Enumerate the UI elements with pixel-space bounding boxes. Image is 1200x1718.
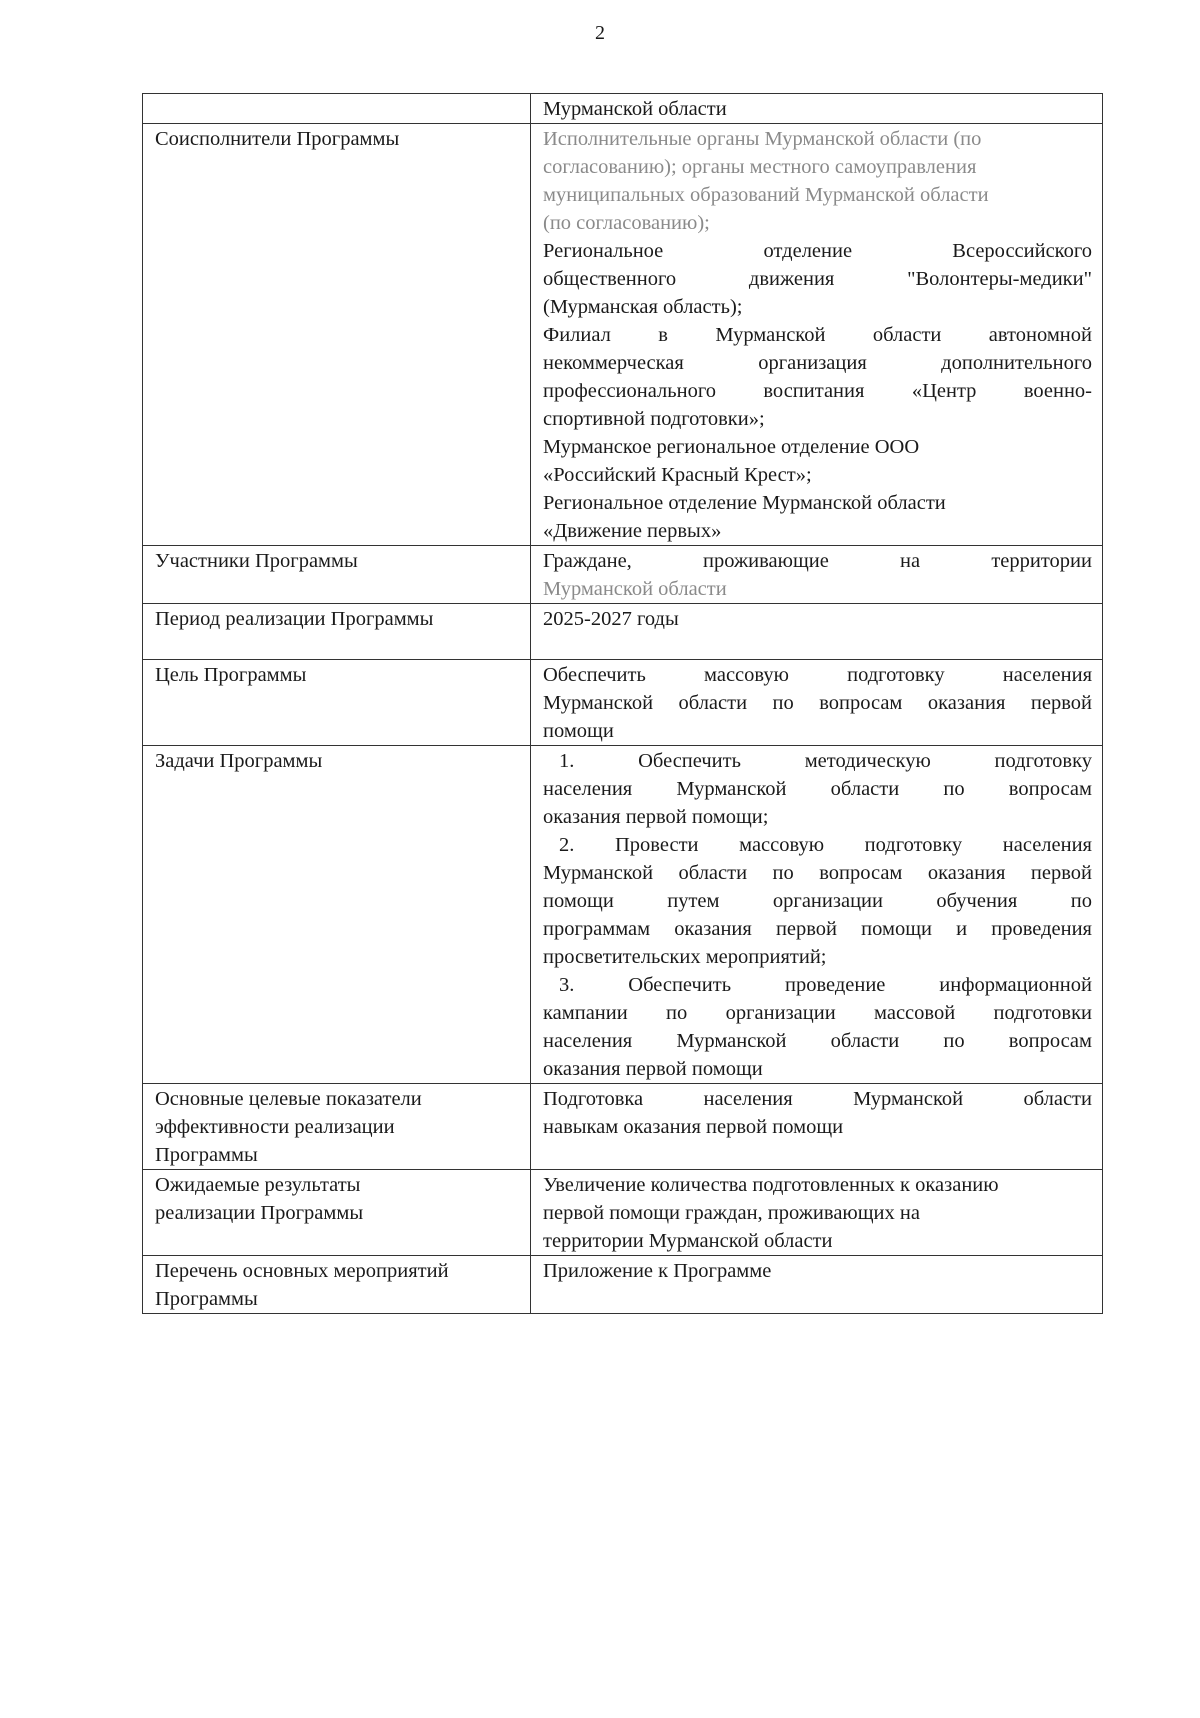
row-value-period: 2025-2027 годы — [531, 604, 1103, 660]
table-row-target-indicators — [143, 1084, 1103, 1170]
row-label-participants: Участники Программы — [143, 546, 531, 604]
page-number: 2 — [595, 22, 605, 44]
row-label-period: Период реализации Программы — [143, 604, 531, 660]
table-row-participants — [143, 546, 1103, 604]
row-value-tasks: 1. Обеспечить методическую подготовку населения Мурманской области по вопросам оказания первой помощи; 2. Провести массовую подготовку населения Мурманской области по вопросам оказания первой помощи путем организации обучения по программам оказания первой помощи и проведения просветительских мероприятий; 3. Обеспечить проведение информационной кампании по организации массовой подготовки населения Мурманской области по вопросам оказания первой помощи — [531, 746, 1103, 1084]
row-label-empty — [143, 94, 531, 124]
row-value-target-indicators: Подготовка населения Мурманской области навыкам оказания первой помощи — [531, 1084, 1103, 1170]
row-value-goal: Обеспечить массовую подготовку населения Мурманской области по вопросам оказания первой помощи — [531, 660, 1103, 746]
row-label-goal: Цель Программы — [143, 660, 531, 746]
table-row-goal — [143, 660, 1103, 746]
table-row-continuation — [143, 94, 1103, 124]
row-value-co-executors: Исполнительные органы Мурманской области (по согласованию); органы местного самоуправления муниципальных образований Мурманской области (по согласованию); Региональное отделение Всероссийского общественного движения "Волонтеры-медики" (Мурманская область); Филиал в Мурманской области автономной некоммерческая организация дополнительного профессионального воспитания «Центр военно- спортивной подготовки»; Мурманское региональное отделение ООО «Российский Красный Крест»; Региональное отделение Мурманской области «Движение первых» — [531, 124, 1103, 546]
table-row-main-activities — [143, 1256, 1103, 1314]
row-label-co-executors: Соисполнители Программы — [143, 124, 531, 546]
table-row-period — [143, 604, 1103, 660]
row-value-main-activities: Приложение к Программе — [531, 1256, 1103, 1314]
table-row-tasks — [143, 746, 1103, 1084]
row-label-tasks: Задачи Программы — [143, 746, 531, 1084]
row-value-participants: Граждане, проживающие на территории Мурманской области — [531, 546, 1103, 604]
row-label-main-activities: Перечень основных мероприятий Программы — [143, 1256, 531, 1314]
row-label-expected-results: Ожидаемые результаты реализации Программы — [143, 1170, 531, 1256]
row-label-target-indicators: Основные целевые показатели эффективности реализации Программы — [143, 1084, 531, 1170]
table-row-co-executors — [143, 124, 1103, 546]
row-value-expected-results: Увеличение количества подготовленных к оказанию первой помощи граждан, проживающих на территории Мурманской области — [531, 1170, 1103, 1256]
table-row-expected-results — [143, 1170, 1103, 1256]
program-passport-table — [142, 93, 1103, 1314]
row-value-responsible-continuation: Мурманской области — [531, 94, 1103, 124]
